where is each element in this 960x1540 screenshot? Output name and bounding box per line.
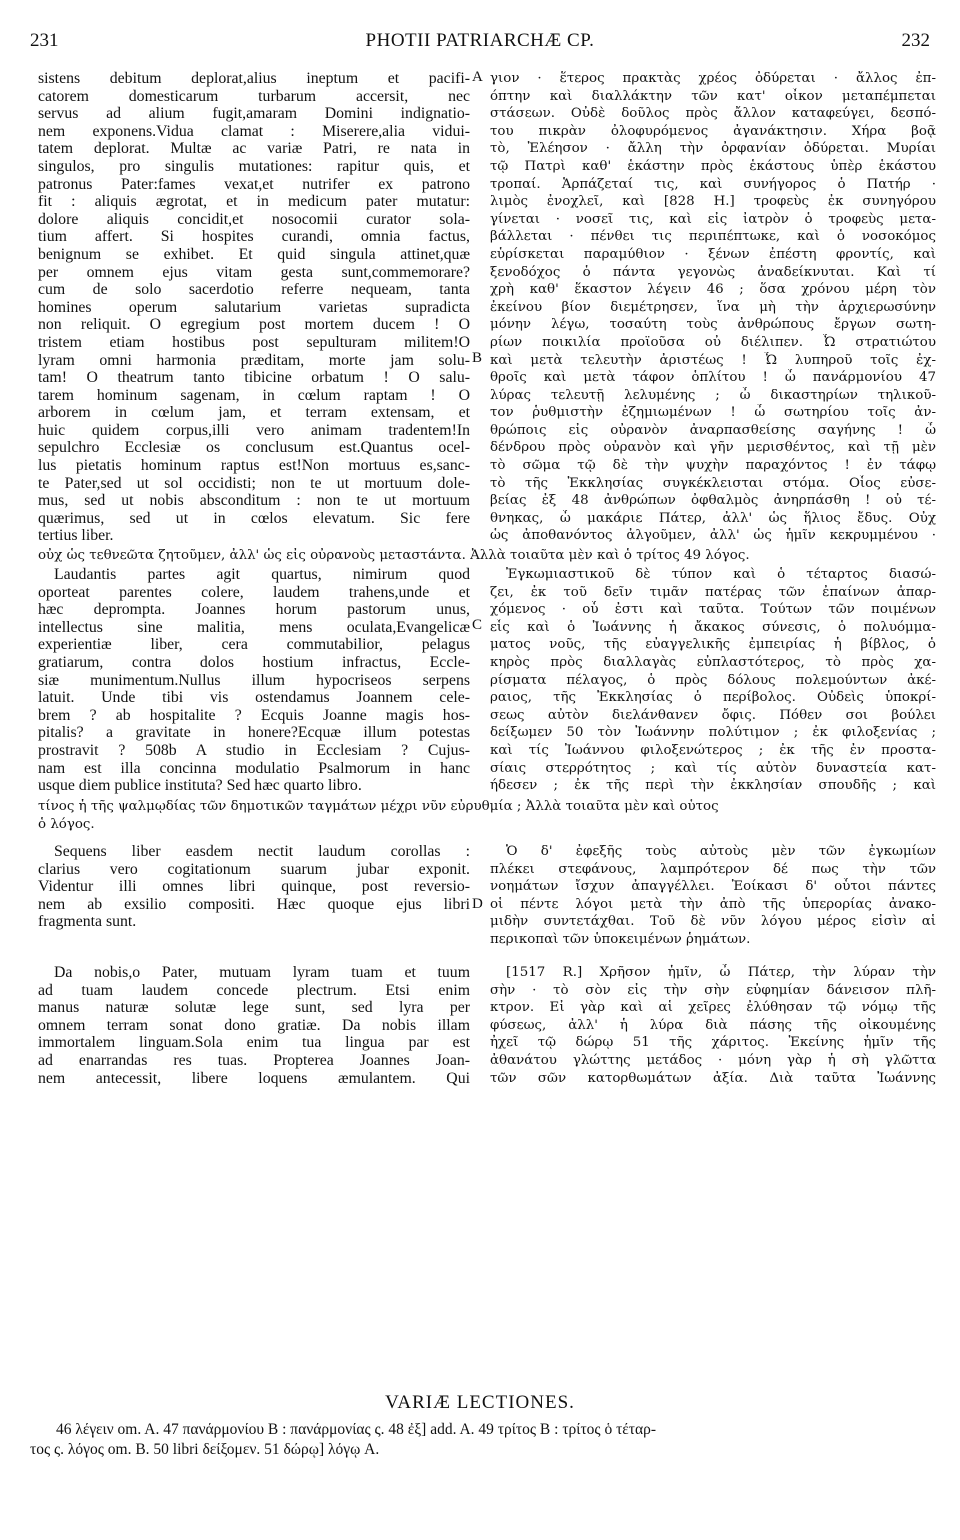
latin-line: nem antecessit, libere loquens æmulantem. Qui (38, 1069, 470, 1087)
latin-line: dolore aliquis concidit,et nosocomii curator sola- (38, 210, 470, 228)
greek-line: [1517 R.] Χρῆσον ἡμῖν, ὦ Πάτερ, τὴν λύραν τὴν (506, 965, 936, 980)
greek-line: νοημάτων ἴσχυν ἀπαγγέλλει. Ἐοίκασι δ' οὗτοι πάντες (490, 879, 936, 895)
greek-line: Ἐγκωμιαστικοῦ δὲ τύπον καὶ ὁ τέταρτος διασώ- (506, 567, 936, 582)
greek-line: τῶν σῶν κατορθωμάτων ἀξία. Διὰ ταῦτα Ἰωάννης (490, 1070, 936, 1086)
greek-line: ρίσματα πέλαγος, ὁ πρὸς δόλους πολεμούντων ἀκέ- (490, 672, 936, 688)
latin-line: tam! O theatrum tanto tibicine orbatum ! O salu- (38, 369, 470, 387)
margin-letter-a: A (472, 69, 483, 85)
greek-line: τον ῥυθμιστὴν ἐζημιωμένων ! ὦ σωτηρίου τοῖς ἀν- (490, 405, 936, 421)
margin-letter-d: D (472, 896, 483, 912)
latin-line: quærimus, sed ut in cœlos elevatum. Sic fere (38, 509, 470, 527)
full-width-greek-line-1: οὐχ ὡς τεθνεῶτα ζητοῦμεν, ἀλλ' ὡς εἰς οὐρανοὺς μεταστάντα. Ἀλλὰ τοιαῦτα μὲν καὶ ὁ τρίτος 49 λόγος. (38, 548, 750, 563)
latin-column-block-3 (38, 843, 470, 931)
greek-line: ὡς ἀποθανόντος ἀλγοῦμεν, ἀλλ' ὡς ἡμῖν κεκρυμμένου · (490, 528, 936, 544)
latin-line: lus pietatis hominum raptus est!Non mortuus es,sanc- (38, 457, 470, 475)
greek-line: θρώποις εἰς οὐρανὸν ἀναρπασθείσης σαγήνης ! ὦ (490, 422, 936, 438)
latin-line: sepulchro Ecclesiæ os conclusum est.Quantus ocel- (38, 439, 470, 457)
greek-line: καὶ μετὰ τελευτὴν ἀριστέως ! Ὦ λυπηροῦ τοῖς ἐχ- (490, 352, 936, 368)
greek-line: ήδεσεν ; ἐκ τῆς περὶ τὴν ἐκκλησίαν σπουδῆς ; καὶ (490, 778, 936, 794)
margin-letter-c: C (472, 617, 483, 633)
latin-line: cum de solo sacerdotio referre nequeam, tanta (38, 281, 470, 299)
running-title: PHOTII PATRIARCHÆ CP. (365, 30, 595, 51)
variae-lectiones-title: VARIÆ LECTIONES. (385, 1392, 575, 1413)
latin-line: te Pater,sed ut sol occidisti; non te ut mortuum dole- (38, 474, 470, 492)
greek-line: στάσεων. Οὐδὲ δοῦλος πρὸς ἄλλον καταφεύγει, δεσπό- (490, 106, 936, 122)
greek-line: τὸ, Ἐλέησον · ἄλλη τὴν ὀρφανίαν ὀδύρεται. Μυρίαι (490, 141, 936, 157)
latin-line: brem ? ab hospitalite ? Ecquis Joanne magis hos- (38, 706, 470, 724)
greek-line: όπτην καὶ διαλλάκτην τῶν κατ' οἶκον μεταπέμπεται (490, 88, 936, 104)
greek-line: λύρας τελευτῇ λελυμένης ; ὦ δικαστηρίων τηλικοῦ- (490, 387, 936, 403)
greek-line: ἐκείνου βίον διεμέτρησεν, ἵνα μὴ τὴν ἀρχιερωσύνην (490, 299, 936, 315)
greek-line: περικοπαὶ τῶν ὑποκειμένων ῥημάτων. (490, 931, 751, 947)
latin-line: tarem hominum sagenam, in cœlum raptam ! O (38, 386, 470, 404)
greek-line: θνηκας, ὦ μακάριε Πάτερ, ἀλλ' ὡς ἥλιος ἔδυς. Οὐχ (490, 510, 936, 526)
latin-line: per omnem ejus vitam gesta sunt,commemorare? (38, 263, 470, 281)
greek-line: μιδὴν συντετάχθαι. Τοῦ δὲ νῦν λόγου μέρος εἰσὶν αἱ (490, 914, 936, 930)
latin-line: catorem domesticarum turbarum accersit, nec (38, 87, 470, 105)
latin-line: ad tuam laudem concede plectrum. Etsi enim (38, 981, 470, 999)
greek-line: γίνεται · νοσεῖ τις, καὶ εἰς ἰατρὸν ὁ τροφεὺς μετα- (490, 211, 936, 227)
greek-line: χόμενος · οὗ ἐστι καὶ ταῦτα. Τούτων τῶν ποιμένων (490, 602, 936, 618)
variae-line-1: 46 λέγειν om. A. 47 πανάρμονίου B : πανάρμονίας ς. 48 ἐξ] add. A. 49 τρίτος B : τρίτος ὁ τέταρ- (56, 1421, 657, 1438)
greek-line: τροπαί. Ἁρπάζεταί τις, καὶ συνήγορος ὁ Πατήρ · (490, 176, 936, 192)
greek-line: τὸ σῶμα τῷ δὲ τὴν ψυχὴν παραχόντος ! ἐν τάφῳ (490, 458, 936, 474)
greek-line: ματος νοῦς, τῆς εὐαγγελικῆς ἐμπειρίας ἡ βίβλος, ὁ (490, 637, 936, 653)
latin-line: pitalis? a gravitate in honere?Ecquæ illum potestas (38, 724, 470, 742)
latin-line: nam est illa concinna modulatio Psalmorum in hanc (38, 759, 470, 777)
greek-line: εἷς καὶ ὁ Ἰωάννης ἡ ἄκακος σύνεσις, ὁ πολυόμμα- (490, 619, 936, 635)
latin-line: huic quidem corpus,illi vero animam tradentem!In (38, 421, 470, 439)
latin-line: siæ munimentum.Nullus illum hypocriseos serpens (38, 671, 470, 689)
latin-line: arborem in cœlum jam, et terram extensam, et (38, 404, 470, 422)
greek-line: σὴν · τὸ σὸν εἰς τὴν σὴν εὐφημίαν δάνεισον πλῆ- (490, 982, 936, 998)
greek-line: ξενοδόχος ὁ πάντα γεγονὼς ἀναδείκνυται. Καὶ τί (490, 264, 936, 280)
latin-line: nem ab exsilio compositi. Hæc quoque ejus libri (38, 895, 470, 913)
latin-line: hæc deprompta. Joannes horum pastorum unus, (38, 601, 470, 619)
greek-line: ἠχεῖ τῷ δώρῳ 51 τῆς χάριτος. Ἐκείνης ἡμῖν τῆς (490, 1035, 936, 1051)
greek-line: χρὴ καθ' ἕκαστον λέγειν 46 ; ὅσα χρόνου μέρη τὸν (490, 282, 936, 298)
greek-line: μόνην λέγω, τοσαύτη τοὺς ἀνθρώπους ἔργων σωτη- (490, 317, 936, 333)
greek-line: βείας ἐξ 48 ἀνθρώπων ὀφθαλμὸς ἀνηρπάσθη ! οὐ τέ- (490, 493, 936, 509)
latin-line: Videntur illi omnes libri quinque, post reversio- (38, 878, 470, 896)
latin-line: experientiæ liber, cera commutabilior, pelagus (38, 636, 470, 654)
page-number-right: 232 (901, 30, 930, 51)
latin-line: immortalem linguam.Sola enim tua lingua par est (38, 1034, 470, 1052)
margin-letter-b: B (472, 350, 483, 366)
variae-lectiones-notes (30, 1420, 930, 1460)
latin-line: mus, sed ut nobis absconditum : non te ut mortuum (38, 492, 470, 510)
greek-line: δείξωμεν 50 τὸν Ἰωάννην πολύτιμον ; ἐκ φιλοξενίας ; (490, 725, 936, 741)
greek-line: ρίων ποικιλία προϊοῦσα οὐ διέλιπεν. Ὦ στρατιώτου (490, 334, 936, 350)
greek-column-block-3 (490, 843, 936, 949)
latin-line: ad enarrandas res tuas. Propterea Joannes Joan- (38, 1051, 470, 1069)
greek-line: εὑρίσκεται παραμύθιον · ξένων ἐπέστη φροντίς, καὶ (490, 246, 936, 262)
greek-line: του πικρὰν ὀλοφυρόμενος ἀγανάκτησιν. Χήρα βοᾷ (490, 123, 936, 139)
greek-line: σεως αὐτὸν διελάνθανεν ὄφις. Πόθεν σοι βούλει (490, 707, 936, 723)
latin-line: Laudantis partes agit quartus, nimirum quod (54, 566, 470, 583)
latin-line: tium affert. Si hospites curandi, omnia factus, (38, 228, 470, 246)
greek-line: ζει, ἐκ τοῦ δεῖν τιμᾶν πατέρας τῶν ἐπαίνων ἀπαρ- (490, 584, 936, 600)
greek-line: θροῖς καὶ μετὰ τάφον ὁπλίτου ! ὦ πανάρμονίου 47 (490, 370, 936, 386)
greek-line: τῷ Πατρὶ καθ' ἑκάστην πρὸς ἑκάστους ὑπὲρ ἑκάστου (490, 158, 936, 174)
greek-line: τὸ τῆς Ἐκκλησίας συγκέκλεισται στόμα. Οἷος εὐσε- (490, 475, 936, 491)
latin-line: servus ad alium fugit,amaram Domini indignatio- (38, 105, 470, 123)
greek-line: σίαις στερρότητος ; καὶ τίς αὐτὸν δυναστεία κατ- (490, 760, 936, 776)
latin-line: singulos, pro singulis mutationes: rapitur quis, et (38, 157, 470, 175)
latin-line: Da nobis,o Pater, mutuam lyram tuam et tuum (54, 964, 470, 981)
latin-column-block-1 (38, 70, 470, 545)
greek-column-block-4 (490, 964, 936, 1087)
greek-column-block-2 (490, 566, 936, 795)
latin-line: clarius vero cogitationum suarum jubar exponit. (38, 860, 470, 878)
latin-line: patronus Pater:fames vexat,et nutrifer ex patrono (38, 175, 470, 193)
full-width-greek-line-2: τίνος ἡ τῆς ψαλμῳδίας τῶν δημοτικῶν ταγμάτων μέχρι νῦν εὐρυθμία ; Ἀλλὰ τοιαῦτα μὲν καὶ οὗτος (38, 799, 719, 814)
greek-line: γιον · ἕτερος πρακτὰς χρέος ὀδύρεται · ἄλλος ἐπ- (490, 71, 936, 86)
greek-line: βάλλεται · πένθει τις περιπέπτωκε, καὶ ὁ νοσοκόμος (490, 229, 936, 245)
greek-line: πλέκει στεφάνους, λαμπρότερον δέ πως τὴν τῶν (490, 861, 936, 877)
greek-line: ἀθανάτου γλώττης μετάδος · μόνη γὰρ ἡ σὴ γλῶττα (490, 1052, 936, 1068)
latin-column-block-4 (38, 964, 470, 1087)
greek-line: κτρον. Εἰ γὰρ καὶ αἱ χεῖρες ἐλύθησαν τῷ νόμῳ τῆς (490, 1000, 936, 1016)
page-number-left: 231 (30, 30, 59, 51)
greek-line: φύσεως, ἀλλ' ἡ λύρα διὰ πάσης τῆς οἰκουμένης (490, 1017, 936, 1033)
full-width-greek-line-3: ὁ λόγος. (38, 817, 95, 832)
latin-column-block-2 (38, 566, 470, 795)
greek-column-block-1 (490, 70, 936, 545)
latin-line: benignum se exhibet. Et quid singula attinet,quæ (38, 245, 470, 263)
greek-line: ραιος, τῆς Ἐκκλησίας ὁ περίβολος. Οὐδεὶς ὑποκρί- (490, 690, 936, 706)
latin-line: omnem terram sonat dono gratiæ. Da nobis illam (38, 1016, 470, 1034)
greek-line: οἱ πέντε λόγοι μετὰ τὴν ἀπὸ τῆς ὑπερορίας ἀνακο- (490, 896, 936, 912)
latin-line: intellectus sine malitia, mens oculata,Evangelicæ (38, 618, 470, 636)
running-header (30, 30, 930, 54)
latin-line: fragmenta sunt. (38, 913, 137, 931)
latin-line: oporteat parentes colere, laudem trahens,unde et (38, 583, 470, 601)
latin-line: tatem deplorat. Multæ ac variæ Patri, re nata in (38, 140, 470, 158)
greek-line: κηρὸς πρὸς διαλλαγὰς εὐπλαστότερος, τὸ πρὸς χα- (490, 654, 936, 670)
latin-line: latuit. Unde tibi vis ostendamus Joannem cele- (38, 689, 470, 707)
latin-line: prostravit ? 508b A studio in Ecclesiam ? Cujus- (38, 741, 470, 759)
greek-line: λιμὸς ἐνοχλεῖ, καὶ [828 H.] τροφεὺς ἐκ συνηγόρου (490, 194, 936, 210)
greek-line: Ὁ δ' ἐφεξῆς τοὺς αὐτοὺς μὲν τῶν ἐγκωμίων (506, 844, 936, 859)
latin-line: non reliquit. O egregium post mortem ducem ! O (38, 316, 470, 334)
greek-line: δένδρου πρὸς οὐρανὸν καὶ γῆν μερισθέντος, καὶ τῇ μὲν (490, 440, 936, 456)
latin-line: homines operum salutarium varietas supradicta (38, 298, 470, 316)
latin-line: usque diem publice instituta? Sed hæc quarto libro. (38, 777, 362, 795)
greek-line: καὶ τίς Ἰωάννου φιλοξενώτερος ; ἐκ τῆς ἐν προστα- (490, 742, 936, 758)
latin-line: fit : aliquis ægrotat, et in medicum pater mutatur: (38, 193, 470, 211)
latin-line: tristem etiam hostibus post sepulturam militem!O (38, 333, 470, 351)
latin-line: Sequens liber easdem nectit laudum corollas : (54, 843, 470, 860)
variae-line-2: τος ς. λόγος om. B. 50 libri δείξομεν. 51 δώρῳ] λόγῳ A. (30, 1441, 380, 1458)
latin-line: gratiarum, contra dolos hostium infractus, Eccle- (38, 653, 470, 671)
latin-line: lyram omni harmonia præditam, morte jam solu- (38, 351, 470, 369)
latin-line: tertius liber. (38, 527, 114, 545)
latin-line: manus naturæ solutæ lege sunt, sed lyra per (38, 999, 470, 1017)
latin-line: nem exponens.Vidua clamat : Miserere,alia vidui- (38, 122, 470, 140)
latin-line: sistens debitum deplorat,alius ineptum et pacifi- (38, 70, 470, 87)
